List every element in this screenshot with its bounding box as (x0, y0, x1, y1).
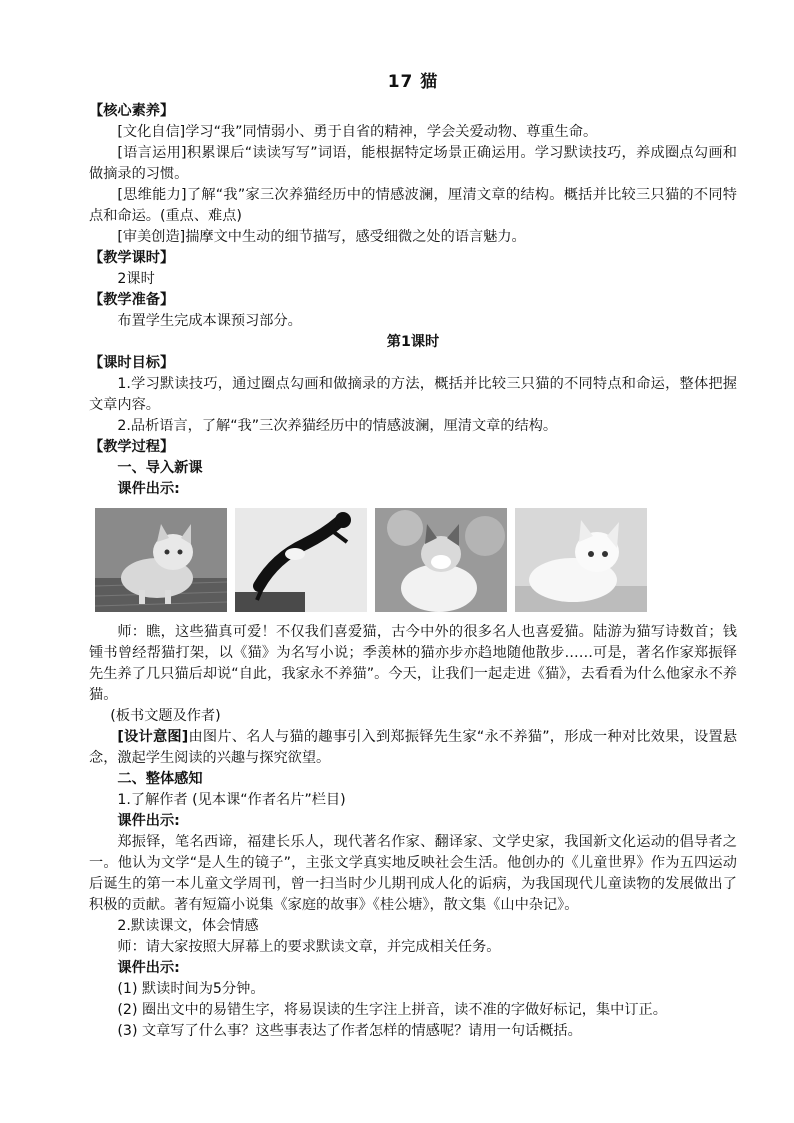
teacher-intro: 师：瞧，这些猫真可爱！不仅我们喜爱猫，古今中外的很多名人也喜爱猫。陆游为猫写诗数首；钱锺书曾经帮猫打架，以《猫》为名写小说；季羡林的猫亦步亦趋地随他散步……可是，著名作家郑振铎先生养了几只猫后却说“自此，我家永不养猫”。今天，让我们一起走进《猫》，去看看为什么他家永不养猫。 (89, 624, 737, 703)
task-item: (2) 圈出文中的易错生字，将易误读的生字注上拼音，读不准的字做好标记，集中订正。 (117, 1002, 667, 1018)
sub-item: 2.默读课文，体会情感 (117, 918, 259, 934)
courseware-label: 课件出示: (117, 813, 180, 829)
step-heading: 一、导入新课 (117, 460, 203, 476)
design-intent-label: [设计意图] (117, 729, 189, 745)
teacher-instruction: 师：请大家按照大屏幕上的要求默读文章，并完成相关任务。 (117, 939, 501, 955)
core-item: [文化自信]学习“我”同情弱小、勇于自省的精神，学会关爱动物、尊重生命。 (117, 124, 598, 140)
task-item: (3) 文章写了什么事？这些事表达了作者怎样的情感呢？请用一句话概括。 (117, 1023, 582, 1039)
core-item: [思维能力]了解“我”家三次养猫经历中的情感波澜，厘清文章的结构。概括并比较三只猫的不同特点和命运。(重点、难点) (89, 187, 737, 224)
goal-item: 2.品析语言，了解“我”三次养猫经历中的情感波澜，厘清文章的结构。 (117, 418, 558, 434)
step-heading: 二、整体感知 (117, 771, 203, 787)
cat-photo-kitten-walking (95, 508, 227, 612)
core-item: [审美创造]揣摩文中生动的细节描写，感受细微之处的语言魅力。 (117, 229, 526, 245)
courseware-label: 课件出示: (117, 960, 180, 976)
hours-heading: 【教学课时】 (89, 250, 175, 266)
cat-photo-kitten-lying (515, 508, 647, 612)
process-heading: 【教学过程】 (89, 439, 175, 455)
page-title: 17 猫 (387, 72, 439, 92)
author-intro: 郑振铎，笔名西谛，福建长乐人，现代著名作家、翻译家、文学史家，我国新文化运动的倡导者之一。他认为文学“是人生的镜子”，主张文学真实地反映社会生活。他创办的《儿童世界》作为五四运动后诞生的第一本儿童文学周刊，曾一扫当时少儿期刊成人化的诟病，为我国现代儿童读物的发展做出了积极的贡献。著有短篇小说集《家庭的故事》《桂公塘》，散文集《山中杂记》。 (89, 834, 737, 913)
cat-photo-cat-jumping (235, 508, 367, 612)
cat-photo-row (95, 508, 737, 612)
courseware-label: 课件出示: (117, 481, 180, 497)
goal-heading: 【课时目标】 (89, 355, 175, 371)
core-heading: 【核心素养】 (89, 103, 175, 119)
hours-value: 2课时 (117, 271, 155, 287)
goal-item: 1.学习默读技巧，通过圈点勾画和做摘录的方法，概括并比较三只猫的不同特点和命运，整体把握文章内容。 (89, 376, 737, 413)
prep-value: 布置学生完成本课预习部分。 (117, 313, 302, 329)
cat-photo-cat-sitting (375, 508, 507, 612)
core-item: [语言运用]积累课后“读读写写”词语，能根据特定场景正确运用。学习默读技巧，养成圈点勾画和做摘录的习惯。 (89, 145, 737, 182)
document-page (89, 70, 737, 1042)
lesson-heading: 第1课时 (386, 334, 440, 350)
sub-item: 1.了解作者 (见本课“作者名片”栏目) (117, 792, 346, 808)
prep-heading: 【教学准备】 (89, 292, 175, 308)
design-intent-text: 由图片、名人与猫的趣事引入到郑振铎先生家“永不养猫”，形成一种对比效果，设置悬念，激起学生阅读的兴趣与探究欲望。 (89, 729, 738, 766)
design-intent (89, 727, 737, 769)
board-note: (板书文题及作者) (110, 708, 221, 724)
task-item: (1) 默读时间为5分钟。 (117, 981, 265, 997)
